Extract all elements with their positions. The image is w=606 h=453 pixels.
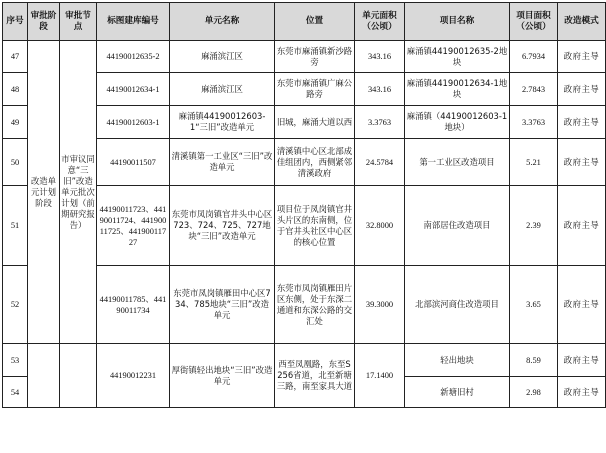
- table-row: [3, 41, 606, 73]
- unit-name-cell: 厚街镇轻出地块“三旧”改造单元: [170, 344, 275, 408]
- project-area-cell: 5.21: [510, 139, 558, 186]
- row-index: 49: [3, 106, 28, 139]
- header-node: 审批节点: [60, 3, 97, 41]
- row-index: 54: [3, 377, 28, 408]
- unit-name-cell: 麻涌滨江区: [170, 73, 275, 106]
- mode-cell: 政府主导: [558, 344, 606, 377]
- row-index: 51: [3, 186, 28, 266]
- code-cell: 44190012635-2: [97, 41, 170, 73]
- header-unit-area: 单元面积（公顷）: [355, 3, 405, 41]
- project-name-cell: 麻涌镇（44190012603-1地块）: [405, 106, 510, 139]
- project-name-cell: 麻涌镇44190012634-1地块: [405, 73, 510, 106]
- unit-area-cell: 39.3000: [355, 266, 405, 344]
- code-cell: 44190011507: [97, 139, 170, 186]
- header-stage: 审批阶段: [28, 3, 60, 41]
- code-cell: 44190012231: [97, 344, 170, 408]
- unit-name-cell: 麻涌镇44190012603-1“三旧”改造单元: [170, 106, 275, 139]
- location-cell: 东莞市凤岗镇雁田片区东侧，处于东深二通道和东深公路的交汇处: [275, 266, 355, 344]
- code-cell: 44190012603-1: [97, 106, 170, 139]
- location-cell: 项目位于凤岗镇官井头片区的东南侧，位于官井头社区中心区的核心位置: [275, 186, 355, 266]
- unit-name-cell: 东莞市凤岗镇雁田中心区734、785地块“三旧”改造单元: [170, 266, 275, 344]
- mode-cell: 政府主导: [558, 377, 606, 408]
- row-index: 53: [3, 344, 28, 377]
- unit-area-cell: 32.8000: [355, 186, 405, 266]
- location-cell: 东莞市麻涌镇广麻公路旁: [275, 73, 355, 106]
- location-cell: 清溪镇中心区北部成佳组团内，西侧紧邻清溪政府: [275, 139, 355, 186]
- header-location: 位置: [275, 3, 355, 41]
- table-row: [3, 344, 606, 377]
- unit-name-cell: 麻涌滨江区: [170, 41, 275, 73]
- location-cell: 西至凤凰路，东至S256省道，北至新塘三路，南至家具大道: [275, 344, 355, 408]
- unit-area-cell: 3.3763: [355, 106, 405, 139]
- mode-cell: 政府主导: [558, 139, 606, 186]
- location-cell: 东莞市麻涌镇新沙路旁: [275, 41, 355, 73]
- code-cell: 44190012634-1: [97, 73, 170, 106]
- project-name-cell: 新塘旧村: [405, 377, 510, 408]
- approval-node-cell: 市审议同意“三旧”改造单元批次计划（前期研究报告）: [60, 41, 97, 344]
- header-unit-name: 单元名称: [170, 3, 275, 41]
- unit-area-cell: 17.1400: [355, 344, 405, 408]
- approval-table: [2, 2, 606, 408]
- mode-cell: 政府主导: [558, 106, 606, 139]
- unit-name-cell: 清溪镇第一工业区“三旧”改造单元: [170, 139, 275, 186]
- project-name-cell: 轻出地块: [405, 344, 510, 377]
- approval-stage-cell: 改造单元计划阶段: [28, 41, 60, 344]
- project-area-cell: 3.65: [510, 266, 558, 344]
- mode-cell: 政府主导: [558, 73, 606, 106]
- project-name-cell: 南部居住改造项目: [405, 186, 510, 266]
- header-row: [3, 3, 606, 41]
- project-area-cell: 6.7934: [510, 41, 558, 73]
- project-area-cell: 3.3763: [510, 106, 558, 139]
- project-area-cell: 2.7843: [510, 73, 558, 106]
- mode-cell: 政府主导: [558, 41, 606, 73]
- project-name-cell: 北部滨河商住改造项目: [405, 266, 510, 344]
- header-code: 标图建库编号: [97, 3, 170, 41]
- project-area-cell: 2.39: [510, 186, 558, 266]
- row-index: 52: [3, 266, 28, 344]
- row-index: 48: [3, 73, 28, 106]
- header-project-name: 项目名称: [405, 3, 510, 41]
- location-cell: 旧城，麻涌大道以西: [275, 106, 355, 139]
- code-cell: 44190011723、44190011724、44190011725、44190011727: [97, 186, 170, 266]
- approval-node-cell-empty: [60, 344, 97, 408]
- code-cell: 44190011785、44190011734: [97, 266, 170, 344]
- header-project-area: 项目面积（公顷）: [510, 3, 558, 41]
- project-area-cell: 2.98: [510, 377, 558, 408]
- unit-area-cell: 343.16: [355, 73, 405, 106]
- row-index: 50: [3, 139, 28, 186]
- header-mode: 改造模式: [558, 3, 606, 41]
- project-area-cell: 8.59: [510, 344, 558, 377]
- project-name-cell: 麻涌镇44190012635-2地块: [405, 41, 510, 73]
- approval-stage-cell-empty: [28, 344, 60, 408]
- mode-cell: 政府主导: [558, 266, 606, 344]
- mode-cell: 政府主导: [558, 186, 606, 266]
- unit-area-cell: 24.5784: [355, 139, 405, 186]
- row-index: 47: [3, 41, 28, 73]
- unit-name-cell: 东莞市凤岗镇官井头中心区723、724、725、727地块“三旧”改造单元: [170, 186, 275, 266]
- project-name-cell: 第一工业区改造项目: [405, 139, 510, 186]
- header-index: 序号: [3, 3, 28, 41]
- unit-area-cell: 343.16: [355, 41, 405, 73]
